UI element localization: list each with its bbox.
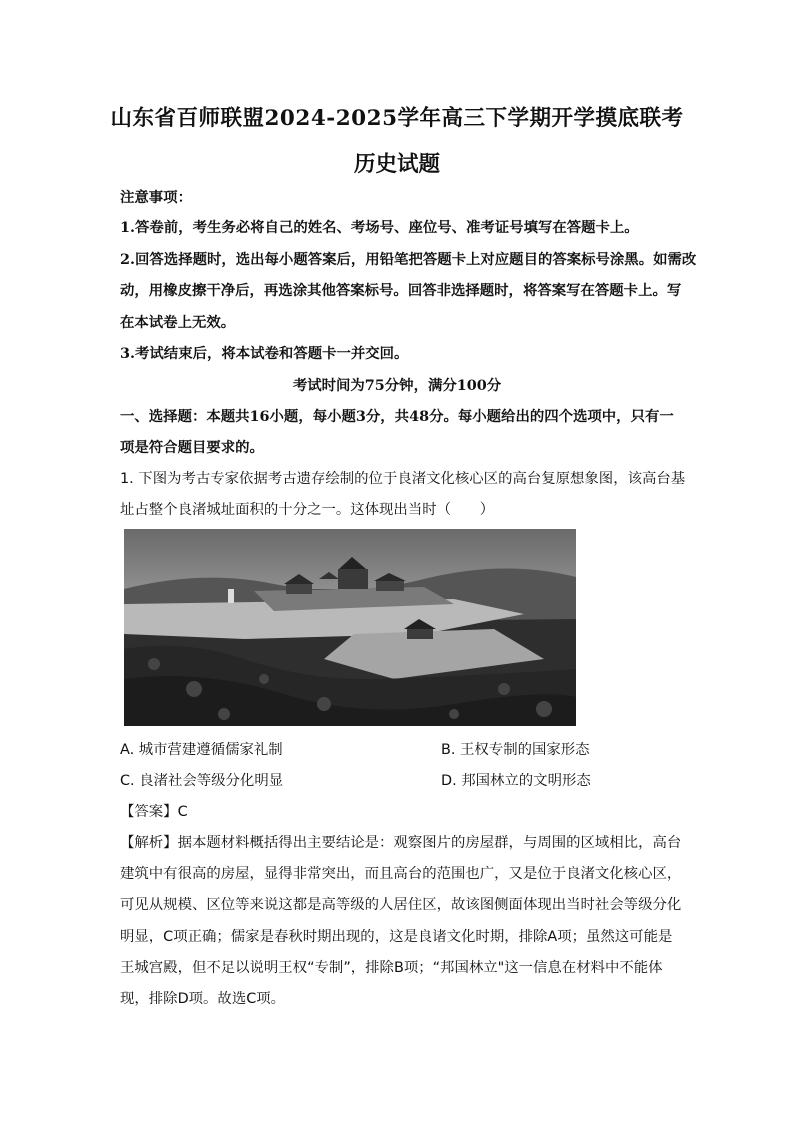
analysis-line-6: 现，排除D项。故选C项。: [120, 991, 286, 1007]
option-c: C. 良渚社会等级分化明显: [120, 773, 284, 789]
notice-item-2-line-3: 在本试卷上无效。: [120, 314, 236, 331]
exam-info: 考试时间为75分钟，满分100分: [292, 377, 502, 394]
section-heading-line-2: 项是符合题目要求的。: [120, 439, 264, 456]
analysis-line-2: 建筑中有很高的房屋，显得非常突出，而且高台的范围也广，又是位于良渚文化核心区，: [120, 866, 682, 882]
option-d: D. 邦国林立的文明形态: [441, 773, 591, 789]
exam-title: 山东省百师联盟2024-2025学年高三下学期开学摸底联考: [110, 106, 684, 131]
question-stem-line-1: 1. 下图为考古专家依据考古遗存绘制的位于良渚文化核心区的高台复原想象图，该高台基: [120, 471, 686, 487]
section-heading-line-1: 一、选择题：本题共16小题，每小题3分，共48分。每小题给出的四个选项中，只有一: [120, 408, 674, 425]
notice-item-2-line-1: 2.回答选择题时，选出每小题答案后，用铅笔把答题卡上对应题目的答案标号涂黑。如需改: [120, 251, 697, 268]
answer: 【答案】C: [120, 804, 188, 820]
analysis-line-5: 王城宫殿，但不足以说明王权“专制”，排除B项；“邦国林立"这一信息在材料中不能体: [120, 960, 663, 976]
question-stem-line-2: 址占整个良渚城址面积的十分之一。这体现出当时（ ）: [120, 502, 495, 518]
notice-item-2-line-2: 动，用橡皮擦干净后，再选涂其他答案标号。回答非选择题时，将答案写在答题卡上。写: [120, 282, 682, 299]
analysis-line-4: 明显，C项正确；儒家是春秋时期出现的，这是良诸文化时期，排除A项；虽然这可能是: [120, 929, 673, 945]
notice-item-1: 1.答卷前，考生务必将自己的姓名、考场号、座位号、准考证号填写在答题卡上。: [120, 219, 639, 236]
subject-title: 历史试题: [353, 152, 440, 177]
option-b: B. 王权专制的国家形态: [441, 742, 590, 758]
archaeological-restoration-drawing-icon: [124, 529, 576, 726]
option-a: A. 城市营建遵循儒家礼制: [120, 742, 283, 758]
analysis-line-1: 【解析】据本题材料概括得出主要结论是：观察图片的房屋群，与周围的区域相比，高台: [120, 835, 682, 851]
analysis-line-3: 可见从规模、区位等来说这都是高等级的人居住区，故该图侧面体现出当时社会等级分化: [120, 897, 682, 913]
notice-item-3: 3.考试结束后，将本试卷和答题卡一并交回。: [120, 345, 409, 362]
notice-heading: 注意事项：: [120, 189, 192, 206]
